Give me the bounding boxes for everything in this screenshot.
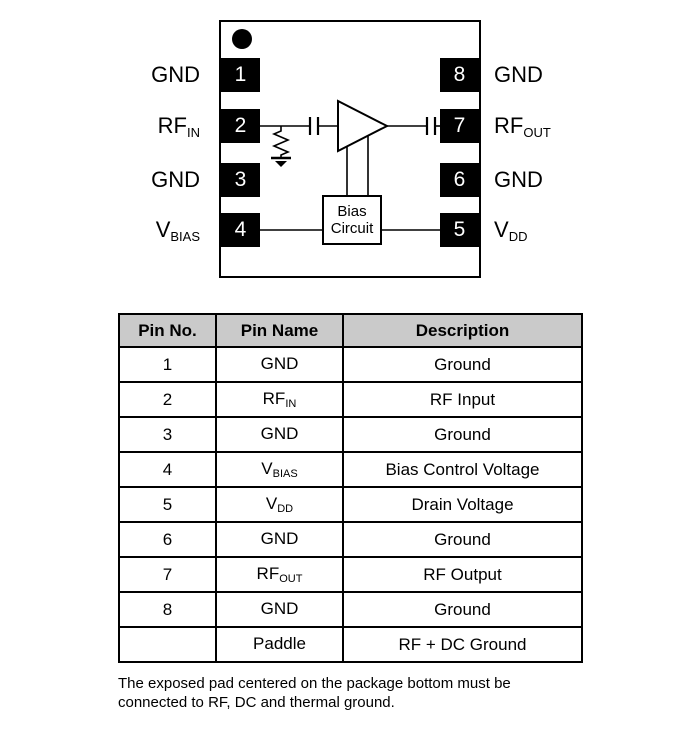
pin-number: 2 <box>234 114 247 137</box>
table-row <box>119 382 582 417</box>
table-row <box>119 592 582 627</box>
exposed-pad-note <box>118 674 511 712</box>
cell-pin-name: GND <box>216 592 343 627</box>
cell-pin-name: Paddle <box>216 627 343 662</box>
pin-number: 5 <box>453 218 466 241</box>
pin-label-vbias: $V_{BIAS}$ <box>155 217 200 244</box>
cell-description: Ground <box>343 522 582 557</box>
cell-pin-no: 4 <box>119 452 216 487</box>
pin-label-gnd-3: GND <box>151 167 200 192</box>
output-dc-block-capacitor-icon <box>427 117 435 135</box>
pin-5 <box>440 213 479 247</box>
cell-description: Bias Control Voltage <box>343 452 582 487</box>
shunt-resistor-icon <box>274 126 288 158</box>
table-row <box>119 557 582 592</box>
cell-pin-no: 1 <box>119 347 216 382</box>
pin-label-vdd: $V_{DD}$ <box>494 217 528 244</box>
pin-1 <box>221 58 260 92</box>
cell-pin-no: 6 <box>119 522 216 557</box>
amplifier-icon <box>338 101 387 151</box>
table-row <box>119 627 582 662</box>
pin-label-gnd-1: GND <box>151 62 200 87</box>
pin-label-gnd-6: GND <box>494 167 543 192</box>
cell-description: RF Output <box>343 557 582 592</box>
cell-pin-name: VDD <box>216 487 343 522</box>
pin-4 <box>221 213 260 247</box>
cell-description: RF Input <box>343 382 582 417</box>
bias-circuit-box <box>322 195 382 245</box>
pin-number: 6 <box>453 168 466 191</box>
bias-circuit-label-line1: Bias <box>337 203 367 220</box>
pin-number: 7 <box>453 114 466 137</box>
input-dc-block-capacitor-icon <box>310 117 318 135</box>
pin1-indicator-dot <box>232 29 252 49</box>
cell-pin-no: 7 <box>119 557 216 592</box>
pin-2 <box>221 109 260 143</box>
cell-pin-name: GND <box>216 417 343 452</box>
note-line2: connected to RF, DC and thermal ground. <box>118 694 395 711</box>
table-header-row <box>119 314 582 347</box>
bias-circuit-label-line2: Circuit <box>330 220 374 237</box>
cell-pin-name: RFIN <box>216 382 343 417</box>
pin-3 <box>221 163 260 197</box>
pin-6 <box>440 163 479 197</box>
cell-pin-name: VBIAS <box>216 452 343 487</box>
cell-description: RF + DC Ground <box>343 627 582 662</box>
table-row <box>119 417 582 452</box>
pin-number: 3 <box>234 168 247 191</box>
pin-number: 8 <box>453 63 466 86</box>
note-line1: The exposed pad centered on the package bottom must be <box>118 675 511 692</box>
cell-pin-no: 3 <box>119 417 216 452</box>
cell-pin-no: 2 <box>119 382 216 417</box>
pin-7 <box>440 109 479 143</box>
table-row <box>119 522 582 557</box>
ground-symbol-icon <box>271 158 291 167</box>
pin-label-gnd-8: GND <box>494 62 543 87</box>
table-row <box>119 347 582 382</box>
cell-description: Ground <box>343 417 582 452</box>
cell-pin-no <box>119 627 216 662</box>
cell-pin-no: 5 <box>119 487 216 522</box>
pin-label-rfout: $RF_{OUT}$ <box>494 113 551 140</box>
pin-8 <box>440 58 479 92</box>
cell-pin-no: 8 <box>119 592 216 627</box>
table-row <box>119 487 582 522</box>
pin-label-rfin: $RF_{IN}$ <box>157 113 200 140</box>
pin-number: 4 <box>234 218 247 241</box>
header-description: Description <box>343 314 582 347</box>
cell-pin-name: GND <box>216 347 343 382</box>
pin-description-table <box>118 313 583 663</box>
cell-description: Ground <box>343 347 582 382</box>
header-pin-name: Pin Name <box>216 314 343 347</box>
cell-pin-name: RFOUT <box>216 557 343 592</box>
cell-pin-name: GND <box>216 522 343 557</box>
table-row <box>119 452 582 487</box>
cell-description: Drain Voltage <box>343 487 582 522</box>
header-pin-no: Pin No. <box>119 314 216 347</box>
cell-description: Ground <box>343 592 582 627</box>
pin-number: 1 <box>234 63 247 86</box>
